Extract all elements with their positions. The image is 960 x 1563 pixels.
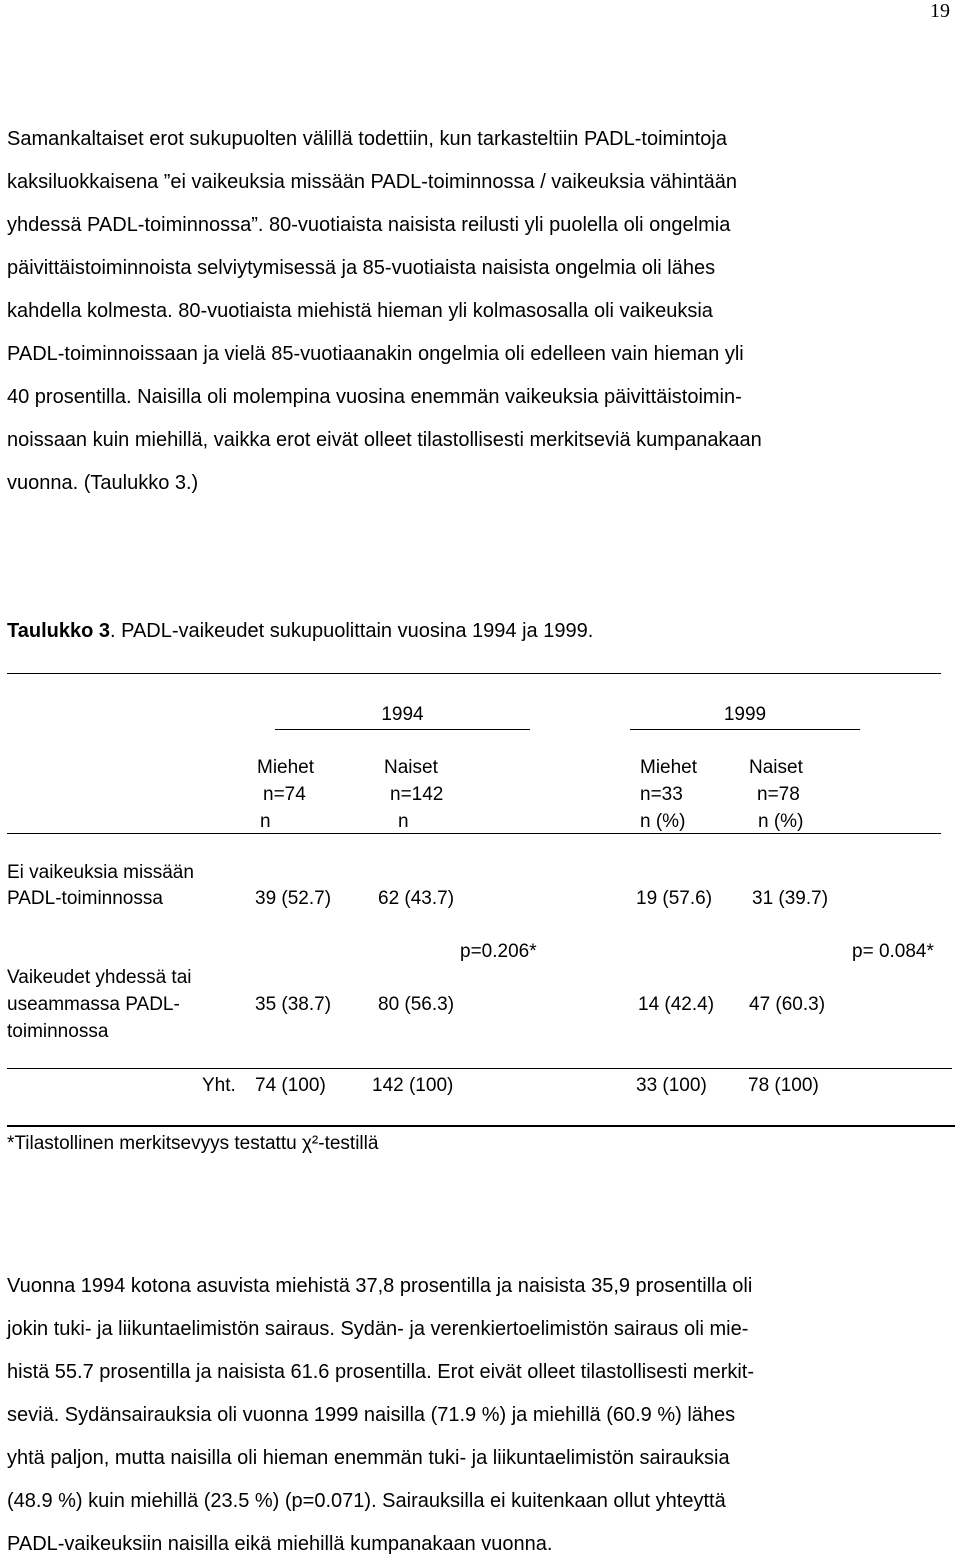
total-women-1994: 142 (100) [372, 1075, 454, 1096]
year-1999-underline [630, 729, 860, 730]
table-top-rule [7, 673, 941, 674]
row2-label-line1: Vaikeudet yhdessä tai [7, 967, 192, 988]
table-caption-text: . PADL-vaikeudet sukupuolittain vuosina 1994 ja 1999. [110, 620, 594, 642]
row1-men-1999: 19 (57.6) [636, 888, 713, 909]
text-line: PADL-toiminnoissaan ja vielä 85-vuotiaanakin ongelmia oli edelleen vain hieman yli [7, 343, 744, 365]
col-men-1999-n: n=33 [640, 784, 683, 805]
row2-label-line3: toiminnossa [7, 1021, 109, 1042]
p-value-1994: p=0.206* [460, 941, 537, 962]
text-line: kaksiluokkaisena ”ei vaikeuksia missään PADL-toiminnossa / vaikeuksia vähintään [7, 171, 737, 193]
col-women-1999-unit: n (%) [758, 811, 804, 832]
text-line: kahdella kolmesta. 80-vuotiaista miehistä hieman yli kolmasosalla oli vaikeuksia [7, 300, 713, 322]
text-line: yhdessä PADL-toiminnossa”. 80-vuotiaista naisista reilusti yli puolella oli ongelmia [7, 214, 731, 236]
header-bottom-rule [7, 833, 941, 834]
col-women-1999-sex: Naiset [749, 757, 803, 778]
row2-men-1994: 35 (38.7) [255, 994, 332, 1015]
year-1994-underline [275, 729, 530, 730]
text-line: päivittäistoiminnoista selviytymisessä ja 85-vuotiaista naisista ongelmia oli lähes [7, 257, 716, 279]
row1-men-1994: 39 (52.7) [255, 888, 332, 909]
page-number: 19 [930, 0, 950, 22]
col-women-1994-unit: n [398, 811, 409, 832]
table-caption-label: Taulukko 3 [7, 620, 110, 642]
total-men-1999: 33 (100) [636, 1075, 707, 1096]
text-line: yhtä paljon, mutta naisilla oli hieman enemmän tuki- ja liikuntaelimistön sairauksia [7, 1447, 730, 1469]
col-women-1999-n: n=78 [757, 784, 800, 805]
total-men-1994: 74 (100) [255, 1075, 326, 1096]
text-line: Samankaltaiset erot sukupuolten välillä todettiin, kun tarkasteltiin PADL-toimintoja [7, 128, 727, 150]
text-line: vuonna. (Taulukko 3.) [7, 472, 199, 494]
total-top-rule [7, 1068, 952, 1069]
text-line: 40 prosentilla. Naisilla oli molempina vuosina enemmän vaikeuksia päivittäistoimin- [7, 386, 742, 408]
text-line: seviä. Sydänsairauksia oli vuonna 1999 naisilla (71.9 %) ja miehillä (60.9 %) lähes [7, 1404, 736, 1426]
col-men-1999-unit: n (%) [640, 811, 686, 832]
col-men-1994-unit: n [260, 811, 271, 832]
row2-women-1994: 80 (56.3) [378, 994, 455, 1015]
row1-label-line1: Ei vaikeuksia missään [7, 862, 194, 883]
col-women-1994-n: n=142 [390, 784, 444, 805]
year-1994-header [275, 704, 530, 726]
text-line: jokin tuki- ja liikuntaelimistön sairaus. Sydän- ja verenkiertoelimistön sairaus oli mie- [7, 1318, 749, 1340]
year-1994-label: 1994 [381, 704, 424, 725]
text-line: noissaan kuin miehillä, vaikka erot eivät olleet tilastollisesti merkitseviä kumpanakaan [7, 429, 762, 451]
row1-label-line2: PADL-toiminnossa [7, 888, 163, 909]
p-value-1999: p= 0.084* [852, 941, 934, 962]
year-1999-label: 1999 [723, 704, 767, 725]
table-footnote: *Tilastollinen merkitsevyys testattu χ²-testillä [7, 1133, 379, 1154]
text-line: (48.9 %) kuin miehillä (23.5 %) (p=0.071). Sairauksilla ei kuitenkaan ollut yhteyttä [7, 1490, 726, 1512]
col-men-1999-sex: Miehet [640, 757, 698, 778]
col-men-1994-sex: Miehet [257, 757, 315, 778]
row2-men-1999: 14 (42.4) [638, 994, 715, 1015]
total-women-1999: 78 (100) [748, 1075, 819, 1096]
text-line: histä 55.7 prosentilla ja naisista 61.6 prosentilla. Erot eivät olleet tilastollisesti merkit- [7, 1361, 755, 1383]
row2-label-line2: useammassa PADL- [7, 994, 180, 1015]
year-1999-header [630, 704, 860, 726]
table-caption [7, 620, 593, 643]
table-bottom-rule [7, 1125, 955, 1127]
total-label: Yht. [202, 1075, 236, 1096]
col-women-1994-sex: Naiset [384, 757, 438, 778]
col-men-1994-n: n=74 [263, 784, 306, 805]
row2-women-1999: 47 (60.3) [749, 994, 826, 1015]
text-line: PADL-vaikeuksiin naisilla eikä miehillä kumpanakaan vuonna. [7, 1533, 553, 1555]
row1-women-1999: 31 (39.7) [752, 888, 829, 909]
row1-women-1994: 62 (43.7) [378, 888, 455, 909]
text-line: Vuonna 1994 kotona asuvista miehistä 37,8 prosentilla ja naisista 35,9 prosentilla oli [7, 1275, 753, 1297]
